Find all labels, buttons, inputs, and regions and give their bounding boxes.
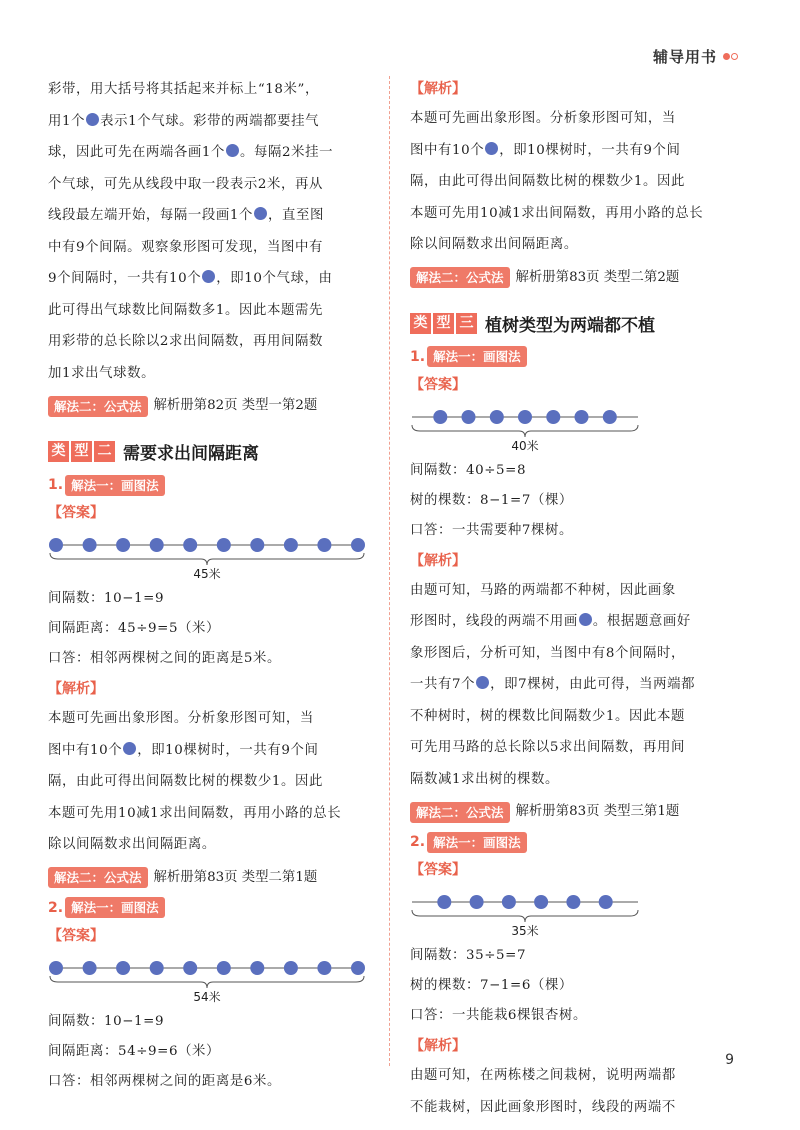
- left-column: [48, 74, 366, 1097]
- answer-tag: 【答案】: [48, 505, 104, 521]
- page-header: [653, 46, 738, 67]
- answer-line: 口答：相邻两棵树之间的距离是5米。: [48, 651, 281, 666]
- tree-dot: [284, 538, 298, 552]
- answer-line: 口答：相邻两棵树之间的距离是6米。: [48, 1073, 281, 1089]
- dot-icon: [254, 207, 267, 220]
- q1-method-line: [410, 344, 736, 370]
- tree-dot: [183, 538, 197, 552]
- text: 不种树时，树的棵数比间隔数少1。因此本题: [410, 708, 685, 724]
- header-title: 辅导用书: [652, 48, 717, 66]
- dot-diagram: [48, 531, 366, 582]
- diagram-label: 35米: [511, 924, 539, 938]
- method2-line: [48, 393, 366, 419]
- tree-dot: [217, 538, 231, 552]
- text: 线段最左端开始，每隔一段画1个: [48, 208, 253, 223]
- text: 。根据题意画好: [592, 614, 691, 629]
- text: 用彩带的总长除以2求出间隔数，再用间隔数: [48, 334, 323, 349]
- tree-dot: [284, 961, 298, 975]
- answer-tag: 【答案】: [48, 927, 104, 944]
- answer-line: 间隔距离：54÷9=6（米）: [48, 1043, 221, 1059]
- tree-dot: [317, 538, 331, 552]
- type-badge: [410, 313, 479, 334]
- dot-diagram-svg: [48, 954, 366, 990]
- tree-dot: [534, 895, 548, 909]
- tree-dot: [49, 961, 63, 975]
- tree-dot: [433, 410, 447, 424]
- text: 由题可知，马路的两端都不种树，因此画象: [410, 582, 676, 598]
- method2-line: [410, 265, 736, 291]
- tree-dot: [150, 538, 164, 552]
- text: ，即7棵树，由此可得，当两端都: [490, 677, 696, 692]
- header-dots-icon: [723, 53, 738, 60]
- method-ref: 解析册第83页 类型二第1题: [153, 869, 318, 885]
- badge-char: 型: [433, 313, 454, 334]
- answer-line: 间隔数：10−1=9: [48, 1013, 165, 1029]
- answer-line: 口答：一共能栽6棵银杏树。: [410, 1008, 588, 1023]
- method-pill: 解法一：画图法: [65, 897, 165, 918]
- answer-tag: 【答案】: [410, 376, 466, 393]
- tree-dot: [217, 961, 231, 975]
- dot-icon: [226, 144, 239, 157]
- text: 隔数减1求出树的棵数。: [410, 771, 560, 787]
- tree-dot: [470, 895, 484, 909]
- tree-dot: [351, 538, 365, 552]
- tree-dot: [351, 961, 365, 975]
- text: 图中有10个: [410, 142, 485, 158]
- explain-tag: 【解析】: [410, 1038, 466, 1054]
- answer-line: 间隔数：10−1=9: [48, 591, 165, 606]
- diagram-label: 40米: [511, 438, 539, 453]
- text: 加1求出气球数。: [48, 365, 156, 381]
- answer-line: 树的棵数：7−1=6（棵）: [410, 978, 573, 993]
- text: 一共有7个: [410, 677, 476, 692]
- brace: [412, 910, 638, 922]
- tree-dot: [490, 410, 504, 424]
- q1-method-line: [48, 472, 366, 498]
- text: ，直至图: [268, 208, 324, 223]
- text: 本题可先画出象形图。分析象形图可知，当: [48, 711, 314, 726]
- type-badge: [48, 441, 117, 462]
- intro-paragraph: [48, 74, 366, 389]
- dot-diagram: [410, 888, 736, 939]
- badge-char: 类: [410, 313, 431, 334]
- tree-dot: [566, 895, 580, 909]
- text: ，即10棵树时，一共有9个间: [137, 742, 319, 758]
- text: ，即10个气球，由: [216, 271, 333, 286]
- q2-method-line: [410, 829, 736, 855]
- text: 形图时，线段的两端不用画: [410, 614, 578, 629]
- text: 。每隔2米挂一: [240, 145, 334, 160]
- explain-paragraph: [48, 703, 366, 861]
- tree-dot: [317, 961, 331, 975]
- method2-line: [410, 799, 736, 825]
- diagram-label: 54米: [193, 989, 221, 1004]
- method-pill: 解法一：画图法: [427, 832, 527, 853]
- dot-icon: [485, 142, 498, 155]
- text: 个气球，可先从线段中取一段表示2米，再从: [48, 176, 323, 192]
- method-ref: 解析册第82页 类型一第2题: [153, 398, 318, 413]
- dot-diagram: [410, 403, 736, 454]
- method-pill: 解法一：画图法: [427, 346, 527, 367]
- type2-heading: [48, 439, 366, 464]
- right-column: [410, 74, 736, 1123]
- badge-char: 三: [456, 313, 477, 334]
- column-divider: [389, 76, 390, 1066]
- text: 可先用马路的总长除以5求出间隔数，再用间: [410, 740, 685, 755]
- dot-icon: [579, 613, 592, 626]
- answer-line: 间隔数：35÷5=7: [410, 948, 527, 963]
- dot-icon: [476, 676, 489, 689]
- text: 此可得出气球数比间隔数多1。因此本题需先: [48, 302, 323, 318]
- tree-dot: [502, 895, 516, 909]
- answer-line: 树的棵数：8−1=7（棵）: [410, 492, 573, 508]
- text: 中有9个间隔。观察象形图可发现，当图中有: [48, 239, 323, 255]
- text: 象形图后，分析可知，当图中有8个间隔时，: [410, 645, 685, 661]
- tree-dot: [150, 961, 164, 975]
- method-pill: 解法一：画图法: [65, 475, 165, 496]
- method-pill: 解法二：公式法: [410, 802, 510, 823]
- type3-heading: [410, 311, 736, 336]
- dot-diagram: [48, 954, 366, 1005]
- tree-dot: [83, 538, 97, 552]
- tree-dot: [546, 410, 560, 424]
- method-pill: 解法二：公式法: [48, 867, 148, 888]
- method-ref: 解析册第83页 类型三第1题: [515, 804, 680, 819]
- text: 彩带，用大括号将其括起来并标上“18米”，: [48, 82, 319, 97]
- text: 图中有10个: [48, 742, 123, 758]
- dot-diagram-svg: [48, 531, 366, 567]
- tree-dot: [603, 410, 617, 424]
- method-pill: 解法二：公式法: [410, 267, 510, 288]
- question-number: 1.: [410, 348, 426, 365]
- tree-dot: [250, 961, 264, 975]
- type-title: 需要求出间隔距离: [123, 444, 259, 464]
- dot-icon: [86, 113, 99, 126]
- tree-dot: [575, 410, 589, 424]
- brace: [50, 976, 364, 988]
- text: 隔，由此可得出间隔数比树的棵数少1。因此: [410, 174, 685, 189]
- text: 除以间隔数求出间隔距离。: [410, 237, 578, 252]
- explain-tag: 【解析】: [48, 681, 104, 697]
- page-number: 9: [725, 1052, 734, 1068]
- text: 用1个: [48, 113, 86, 129]
- tree-dot: [83, 961, 97, 975]
- text: 本题可先用10减1求出间隔数，再用小路的总长: [410, 205, 704, 221]
- method-pill: 解法二：公式法: [48, 396, 148, 417]
- text: 球，因此可先在两端各画1个: [48, 145, 226, 160]
- tree-dot: [462, 410, 476, 424]
- text: 隔，由此可得出间隔数比树的棵数少1。因此: [48, 774, 323, 789]
- text: 9个间隔时，一共有10个: [48, 271, 202, 286]
- text: 除以间隔数求出间隔距离。: [48, 837, 216, 852]
- answer-tag: 【答案】: [410, 862, 466, 878]
- dot-diagram-svg: [410, 888, 640, 924]
- brace: [412, 425, 638, 437]
- method2-line: [48, 865, 366, 891]
- method-ref: 解析册第83页 类型二第2题: [515, 269, 680, 285]
- tree-dot: [518, 410, 532, 424]
- text: 本题可先用10减1求出间隔数，再用小路的总长: [48, 805, 342, 821]
- dot-diagram-svg: [410, 403, 640, 439]
- explain-tag: 【解析】: [410, 552, 466, 569]
- text: 表示1个气球。彩带的两端都要挂气: [100, 113, 320, 129]
- explain-paragraph: [410, 575, 736, 796]
- text: 由题可知，在两栋楼之间栽树，说明两端都: [410, 1068, 676, 1083]
- explain-paragraph: [410, 103, 736, 261]
- answer-line: 间隔数：40÷5=8: [410, 462, 527, 478]
- text: 不能栽树，因此画象形图时，线段的两端不: [410, 1099, 676, 1115]
- explain-tag: 【解析】: [410, 81, 466, 97]
- question-number: 1.: [48, 477, 64, 493]
- question-number: 2.: [410, 834, 426, 850]
- tree-dot: [183, 961, 197, 975]
- tree-dot: [116, 538, 130, 552]
- brace: [50, 553, 364, 565]
- answer-line: 口答：一共需要种7棵树。: [410, 522, 574, 538]
- tree-dot: [250, 538, 264, 552]
- badge-char: 二: [94, 441, 115, 462]
- tree-dot: [116, 961, 130, 975]
- text: ，即10棵树时，一共有9个间: [499, 142, 681, 158]
- type-title: 植树类型为两端都不植: [485, 315, 655, 336]
- q2-method-line: [48, 895, 366, 921]
- badge-char: 型: [71, 441, 92, 462]
- dot-icon: [202, 270, 215, 283]
- diagram-label: 45米: [193, 567, 221, 581]
- tree-dot: [49, 538, 63, 552]
- tree-dot: [437, 895, 451, 909]
- question-number: 2.: [48, 899, 64, 916]
- text: 本题可先画出象形图。分析象形图可知，当: [410, 111, 676, 126]
- dot-icon: [123, 742, 136, 755]
- explain-paragraph: [410, 1060, 736, 1123]
- badge-char: 类: [48, 441, 69, 462]
- tree-dot: [599, 895, 613, 909]
- answer-line: 间隔距离：45÷9=5（米）: [48, 621, 221, 636]
